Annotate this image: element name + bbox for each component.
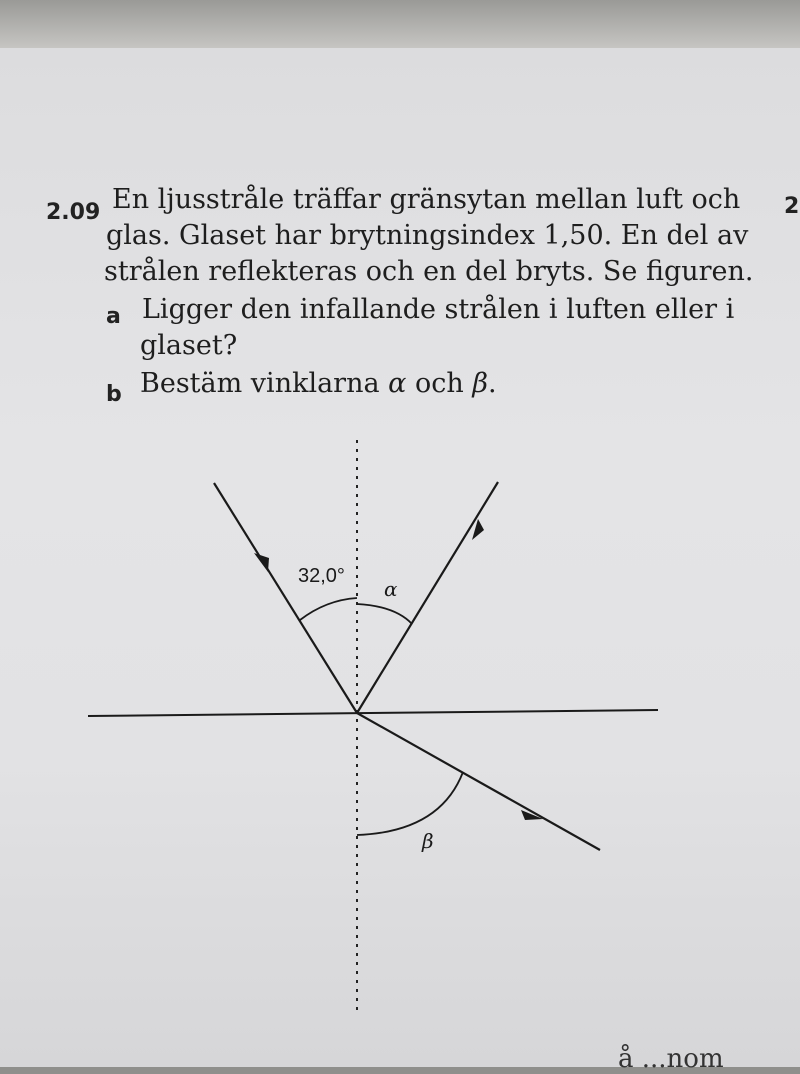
problem-text-line-1: En ljusstråle träffar gränsytan mellan luft och <box>112 184 741 215</box>
part-b-text-1: Bestäm vinklarna <box>140 368 389 399</box>
incident-ray-arrow-icon <box>254 553 269 572</box>
problem-text-line-2: glas. Glaset har brytningsindex 1,50. En del av <box>106 220 749 251</box>
alpha-label: α <box>384 577 398 601</box>
alpha-angle-arc <box>357 604 412 624</box>
beta-label: β <box>422 829 434 853</box>
part-b-alpha: α <box>388 368 407 399</box>
part-b-letter: b <box>106 382 122 407</box>
incident-angle-label: 32,0° <box>298 565 345 587</box>
beta-angle-arc <box>357 772 463 835</box>
part-b-text-3: . <box>487 368 497 399</box>
part-a-line-2: glaset? <box>140 330 238 361</box>
problem-text-line-3: strålen reflekteras och en del bryts. Se figuren. <box>104 256 754 287</box>
incident-angle-arc <box>300 598 357 620</box>
part-b-text-2: och <box>406 368 473 399</box>
reflected-ray <box>357 482 498 713</box>
problem-number: 2.09 <box>46 200 101 225</box>
part-b-beta: β <box>472 368 488 399</box>
side-problem-number: 2 <box>784 194 800 219</box>
part-a-line-1: Ligger den infallande strålen i luften eller i <box>142 294 735 325</box>
next-page-text-fragment: å ...nom <box>618 1044 724 1074</box>
incident-ray <box>214 483 357 713</box>
part-a-letter: a <box>106 304 121 329</box>
boundary-surface <box>88 710 658 716</box>
